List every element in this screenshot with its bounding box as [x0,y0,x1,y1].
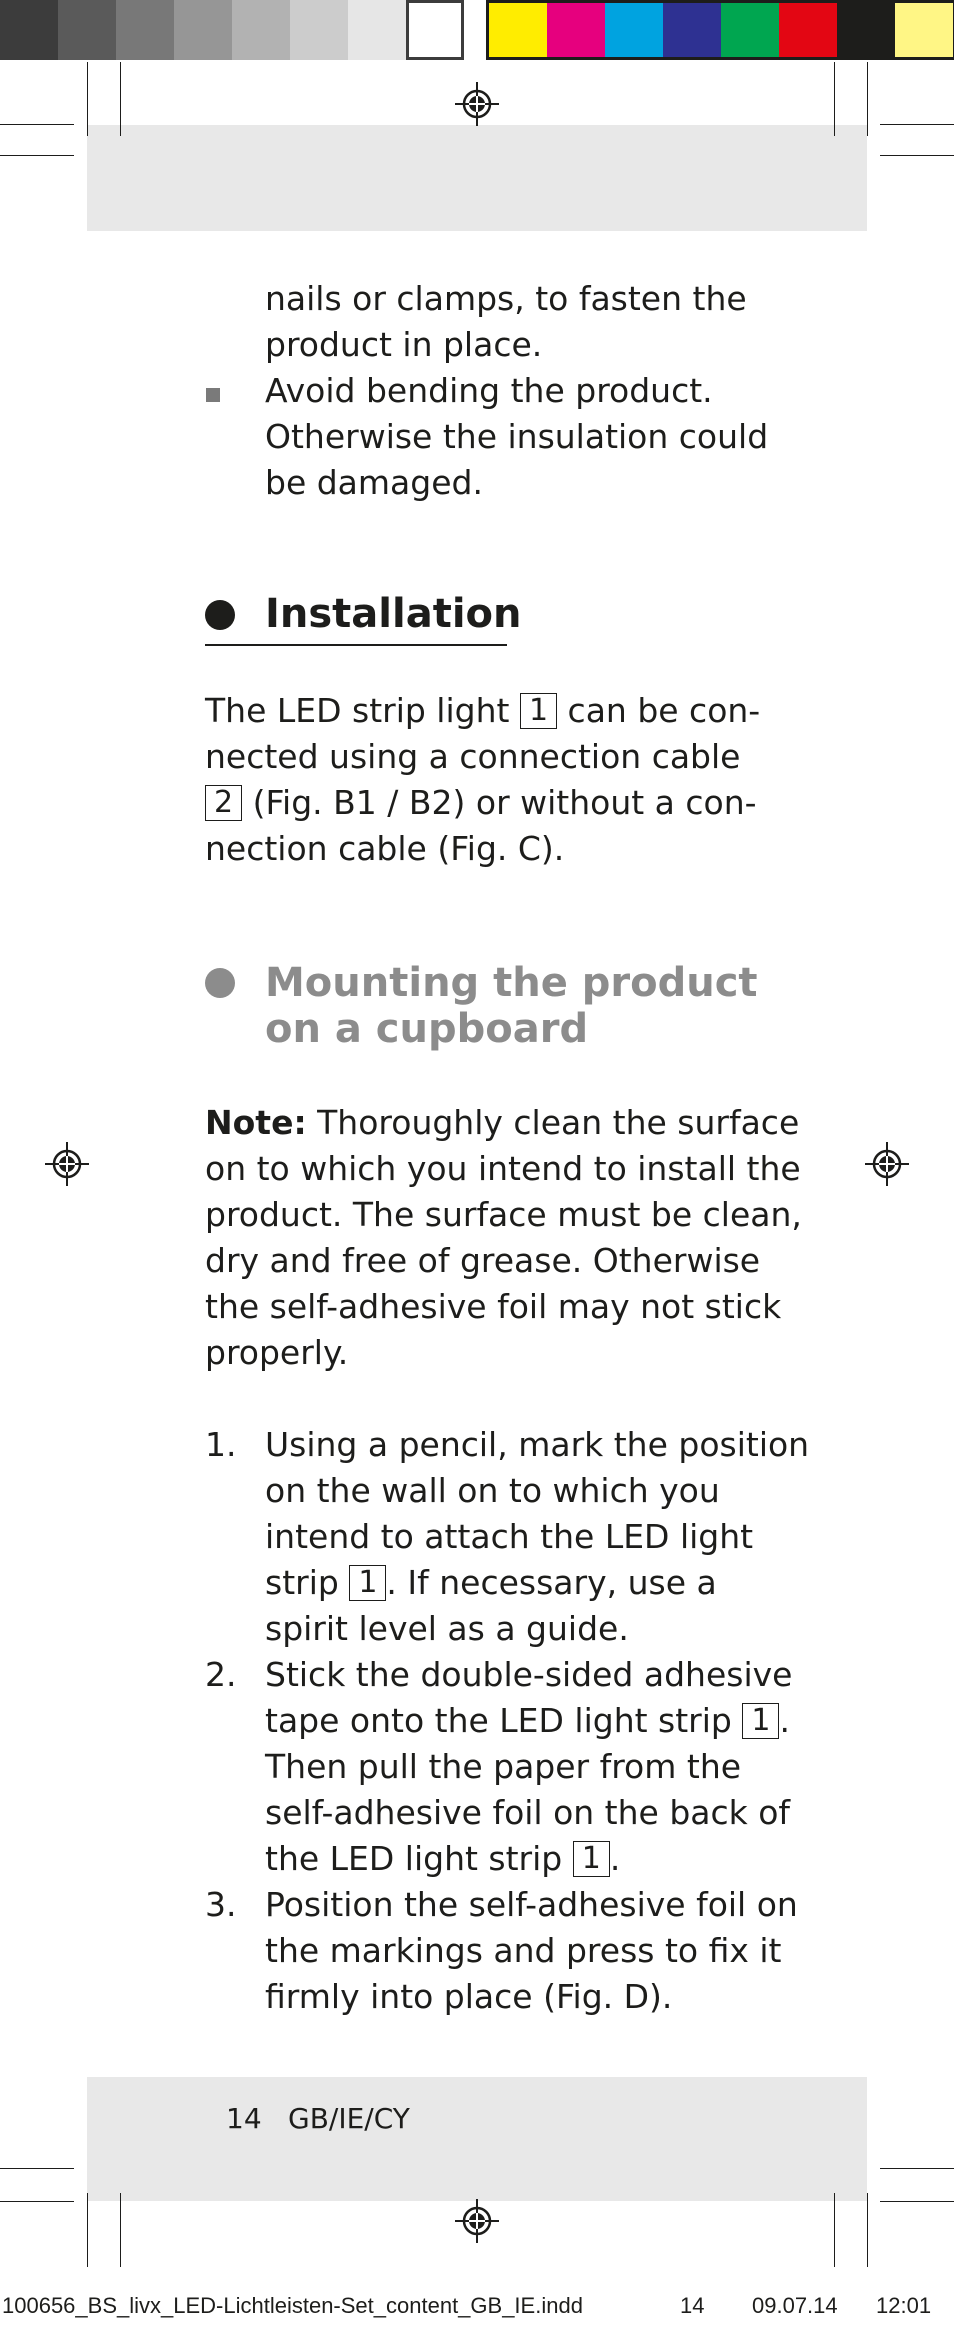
registration-mark-icon [43,1140,91,1188]
text-run: . If necessary, use a [386,1563,717,1602]
note-line: on to which you intend to install the [205,1149,801,1188]
text-run: strip [265,1563,339,1602]
grey-swatch [290,0,348,60]
country-codes: GB/IE/CY [288,2102,410,2135]
bullet-text: Otherwise the insulation could [265,417,769,456]
slug-filename: 100656_BS_livx_LED-Lichtleisten-Set_content_GB_IE.indd [2,2293,583,2318]
crop-mark [0,124,74,125]
crop-mark [867,2193,868,2267]
installation-paragraph-line: nection cable (Fig. C). [205,829,565,868]
slug-time: 12:01 [876,2293,932,2318]
footer-band [87,2077,867,2201]
grey-swatch [116,0,174,60]
text-run: (Fig. B1 / B2) or without a con- [252,783,757,822]
bullet-text: be damaged. [265,463,483,502]
note-line: dry and free of grease. Otherwise [205,1241,761,1280]
registration-mark-icon [453,80,501,128]
installation-paragraph-line [205,780,757,826]
magenta-swatch [547,3,605,57]
light-yellow-swatch [895,3,953,57]
header-band [87,125,867,231]
grey-swatch [58,0,116,60]
crop-mark [880,2201,954,2202]
text-run: can be con- [567,691,761,730]
text-run: Thoroughly clean the surface [306,1103,800,1142]
step-1-line: spirit level as a guide. [265,1609,629,1648]
step-2-line: self-adhesive foil on the back of [265,1793,791,1832]
slug-page: 14 [680,2293,705,2318]
step-number: 2. [205,1655,237,1694]
green-swatch [721,3,779,57]
registration-mark-icon [453,2197,501,2245]
step-1-line: intend to attach the LED light [265,1517,754,1556]
crop-mark [87,62,88,136]
step-3-line: Position the self-adhesive foil on [265,1885,798,1924]
note-line: properly. [205,1333,349,1372]
continuation-line: product in place. [265,325,543,364]
step-1-line: on the wall on to which you [265,1471,720,1510]
heading-underline [205,644,507,646]
grey-scale-strip [0,0,464,60]
reference-number-1: 1 [573,1841,610,1877]
text-run: the LED light strip [265,1839,563,1878]
white-swatch [406,0,464,60]
reference-number-2: 2 [205,785,242,821]
crop-mark [834,2193,835,2267]
crop-mark [120,62,121,136]
step-2-line: Stick the double-sided adhesive [265,1655,793,1694]
reference-number-1: 1 [349,1565,386,1601]
continuation-line: nails or clamps, to fasten the [265,279,747,318]
step-number: 3. [205,1885,237,1924]
note-line: the self-adhesive foil may not stick [205,1287,782,1326]
cyan-swatch [605,3,663,57]
step-3-line: the markings and press to fix it [265,1931,782,1970]
page-number: 14 [226,2102,262,2135]
grey-swatch [174,0,232,60]
installation-paragraph-line: nected using a connection cable [205,737,741,776]
grey-swatch [348,0,406,60]
heading-dot-icon [205,600,235,630]
heading-mounting-line1: Mounting the product [265,960,758,1006]
text-run: tape onto the LED light strip [265,1701,732,1740]
text-run: . [779,1701,790,1740]
crop-mark [0,2168,74,2169]
crop-mark [880,2168,954,2169]
text-run: . [609,1839,621,1878]
crop-mark [867,62,868,136]
note-line: product. The surface must be clean, [205,1195,802,1234]
step-number: 1. [205,1425,237,1464]
step-1-line [265,1560,717,1606]
grey-swatch [232,0,290,60]
bullet-text: Avoid bending the product. [265,371,713,410]
reference-number-1: 1 [520,693,557,729]
step-1-line: Using a pencil, mark the position [265,1425,810,1464]
crop-mark [880,124,954,125]
crop-mark [0,155,74,156]
grey-swatch [0,0,58,60]
bullet-square-icon [206,388,220,402]
step-3-line: firmly into place (Fig. D). [265,1977,673,2016]
text-run: The LED strip light [205,691,510,730]
crop-mark [0,2201,74,2202]
crop-mark [87,2193,88,2267]
process-colour-strip [486,0,954,60]
registration-mark-icon [863,1140,911,1188]
red-swatch [779,3,837,57]
note-line [205,1100,799,1146]
step-2-line [265,1836,620,1882]
heading-mounting-line2: on a cupboard [265,1006,589,1052]
black-swatch [837,3,895,57]
blue-swatch [663,3,721,57]
crop-mark [120,2193,121,2267]
heading-installation: Installation [265,591,522,637]
step-2-line: Then pull the paper from the [265,1747,742,1786]
crop-mark [880,155,954,156]
yellow-swatch [489,3,547,57]
installation-paragraph-line [205,688,760,734]
reference-number-1: 1 [742,1703,779,1739]
note-label: Note: [205,1103,307,1142]
crop-mark [834,62,835,136]
heading-dot-icon [205,968,235,998]
step-2-line [265,1698,790,1744]
slug-date: 09.07.14 [752,2293,838,2318]
